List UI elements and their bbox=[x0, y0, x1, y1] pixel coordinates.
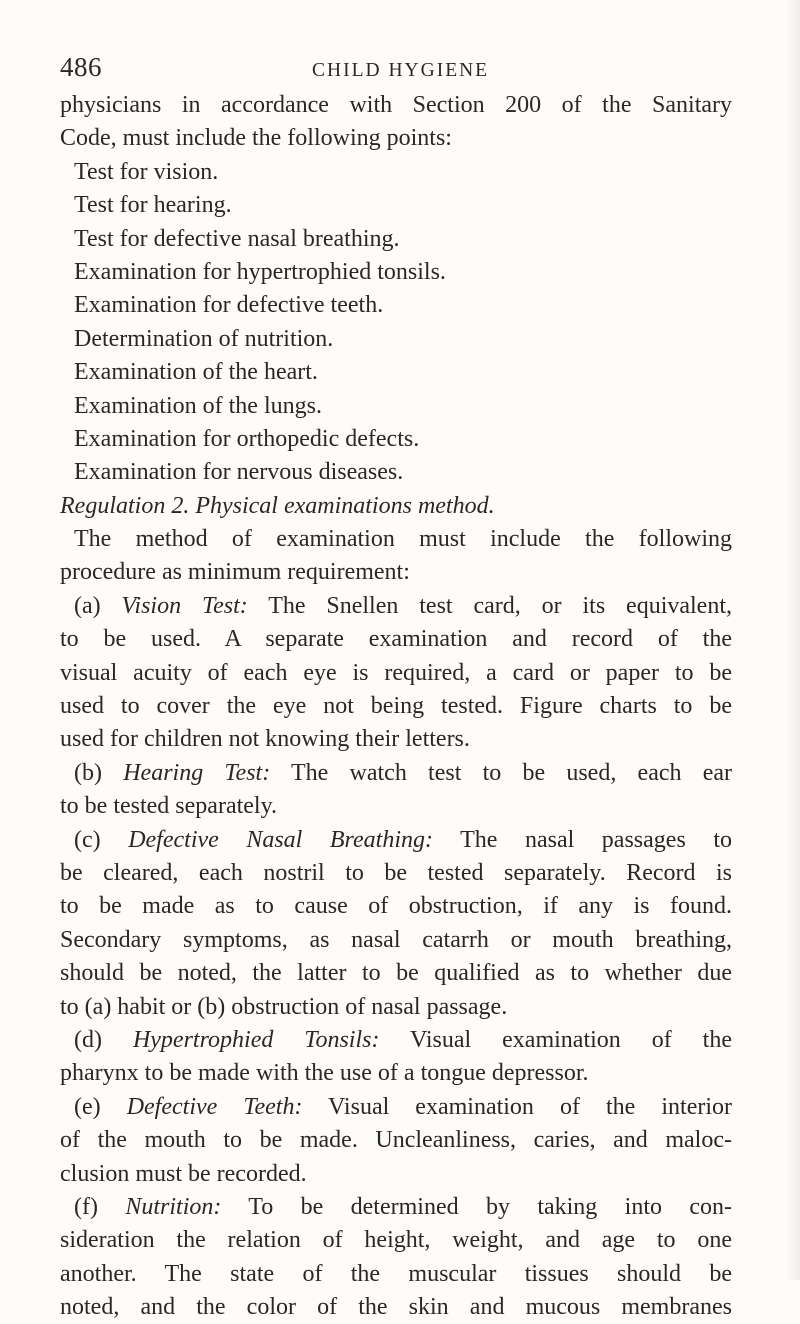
item-text: To be determined by taking into con- bbox=[221, 1193, 732, 1220]
text-line: used for children not knowing their letters. bbox=[60, 726, 470, 753]
text-line: of the mouth to be made. Uncleanliness, caries, and maloc- bbox=[60, 1127, 732, 1154]
item-text: The watch test to be used, each ear bbox=[270, 759, 733, 786]
text-line: visual acuity of each eye is required, a card or paper to be bbox=[60, 659, 732, 686]
list-item: Examination of the heart. bbox=[74, 359, 318, 386]
page-edge-shadow bbox=[786, 0, 800, 1280]
item-text: The Snellen test card, or its equivalent, bbox=[247, 592, 732, 619]
item-title: Defective Nasal Breathing: bbox=[128, 826, 433, 853]
text-line: Code, must include the following points: bbox=[60, 125, 452, 152]
section-heading: Regulation 2. Physical examinations method. bbox=[60, 492, 495, 519]
text-line: physicians in accordance with Section 200 of the Sanitary bbox=[60, 92, 732, 118]
item-prefix: (c) bbox=[74, 826, 129, 853]
list-item: Determination of nutrition. bbox=[74, 325, 334, 352]
text-line: to (a) habit or (b) obstruction of nasal passage. bbox=[60, 993, 508, 1020]
body-text bbox=[60, 89, 732, 1324]
paragraph-lead bbox=[60, 1024, 732, 1057]
text-line: Secondary symptoms, as nasal catarrh or mouth breathing, bbox=[60, 926, 732, 953]
text-line: another. The state of the muscular tissues should be bbox=[60, 1260, 732, 1287]
item-title: Defective Teeth: bbox=[126, 1093, 303, 1120]
item-text: Visual examination of the interior bbox=[302, 1093, 732, 1120]
list-item: Examination for orthopedic defects. bbox=[74, 425, 420, 452]
text-line: should be noted, the latter to be qualified as to whether due bbox=[60, 960, 732, 987]
list-item: Test for vision. bbox=[74, 158, 219, 185]
item-prefix: (e) bbox=[74, 1093, 127, 1120]
list-item: Test for hearing. bbox=[74, 192, 232, 219]
item-text: Visual examination of the bbox=[379, 1026, 732, 1053]
text-line: to be used. A separate examination and record of the bbox=[60, 626, 732, 653]
item-prefix: (f) bbox=[74, 1193, 126, 1220]
paragraph-lead bbox=[60, 590, 732, 623]
item-prefix: (a) bbox=[74, 592, 122, 619]
page-number: 486 bbox=[60, 52, 102, 82]
list-item: Examination for nervous diseases. bbox=[74, 459, 404, 486]
text-line: noted, and the color of the skin and mucous membranes bbox=[60, 1294, 732, 1321]
item-title: Hypertrophied Tonsils: bbox=[132, 1026, 380, 1053]
list-item: Examination for defective teeth. bbox=[74, 292, 384, 319]
list-item: Examination for hypertrophied tonsils. bbox=[74, 258, 446, 285]
list-item: Examination of the lungs. bbox=[74, 392, 322, 419]
item-prefix: (b) bbox=[74, 759, 124, 786]
text-line: sideration the relation of height, weight, and age to one bbox=[60, 1227, 732, 1254]
running-head: CHILD HYGIENE bbox=[312, 60, 490, 81]
item-text: The nasal passages to bbox=[432, 826, 732, 853]
list-item: Test for defective nasal breathing. bbox=[74, 225, 400, 252]
paragraph-lead bbox=[60, 757, 732, 790]
text-line: to be made as to cause of obstruction, if any is found. bbox=[60, 893, 732, 920]
text-line: clusion must be recorded. bbox=[60, 1160, 307, 1187]
text-line: procedure as minimum requirement: bbox=[60, 559, 410, 586]
item-title: Hearing Test: bbox=[123, 759, 271, 786]
text-line: be cleared, each nostril to be tested separately. Record is bbox=[60, 859, 732, 886]
page-header bbox=[60, 52, 760, 92]
item-title: Nutrition: bbox=[125, 1193, 222, 1220]
item-title: Vision Test: bbox=[121, 592, 248, 619]
paragraph-lead bbox=[60, 1191, 732, 1224]
paragraph-lead bbox=[60, 1091, 732, 1124]
item-prefix: (d) bbox=[74, 1026, 133, 1053]
text-line: pharynx to be made with the use of a tongue depressor. bbox=[60, 1060, 589, 1087]
text-line: The method of examination must include the following bbox=[74, 526, 732, 553]
text-line: used to cover the eye not being tested. Figure charts to be bbox=[60, 693, 732, 720]
text-line: to be tested separately. bbox=[60, 793, 278, 820]
paragraph-lead bbox=[60, 824, 732, 857]
